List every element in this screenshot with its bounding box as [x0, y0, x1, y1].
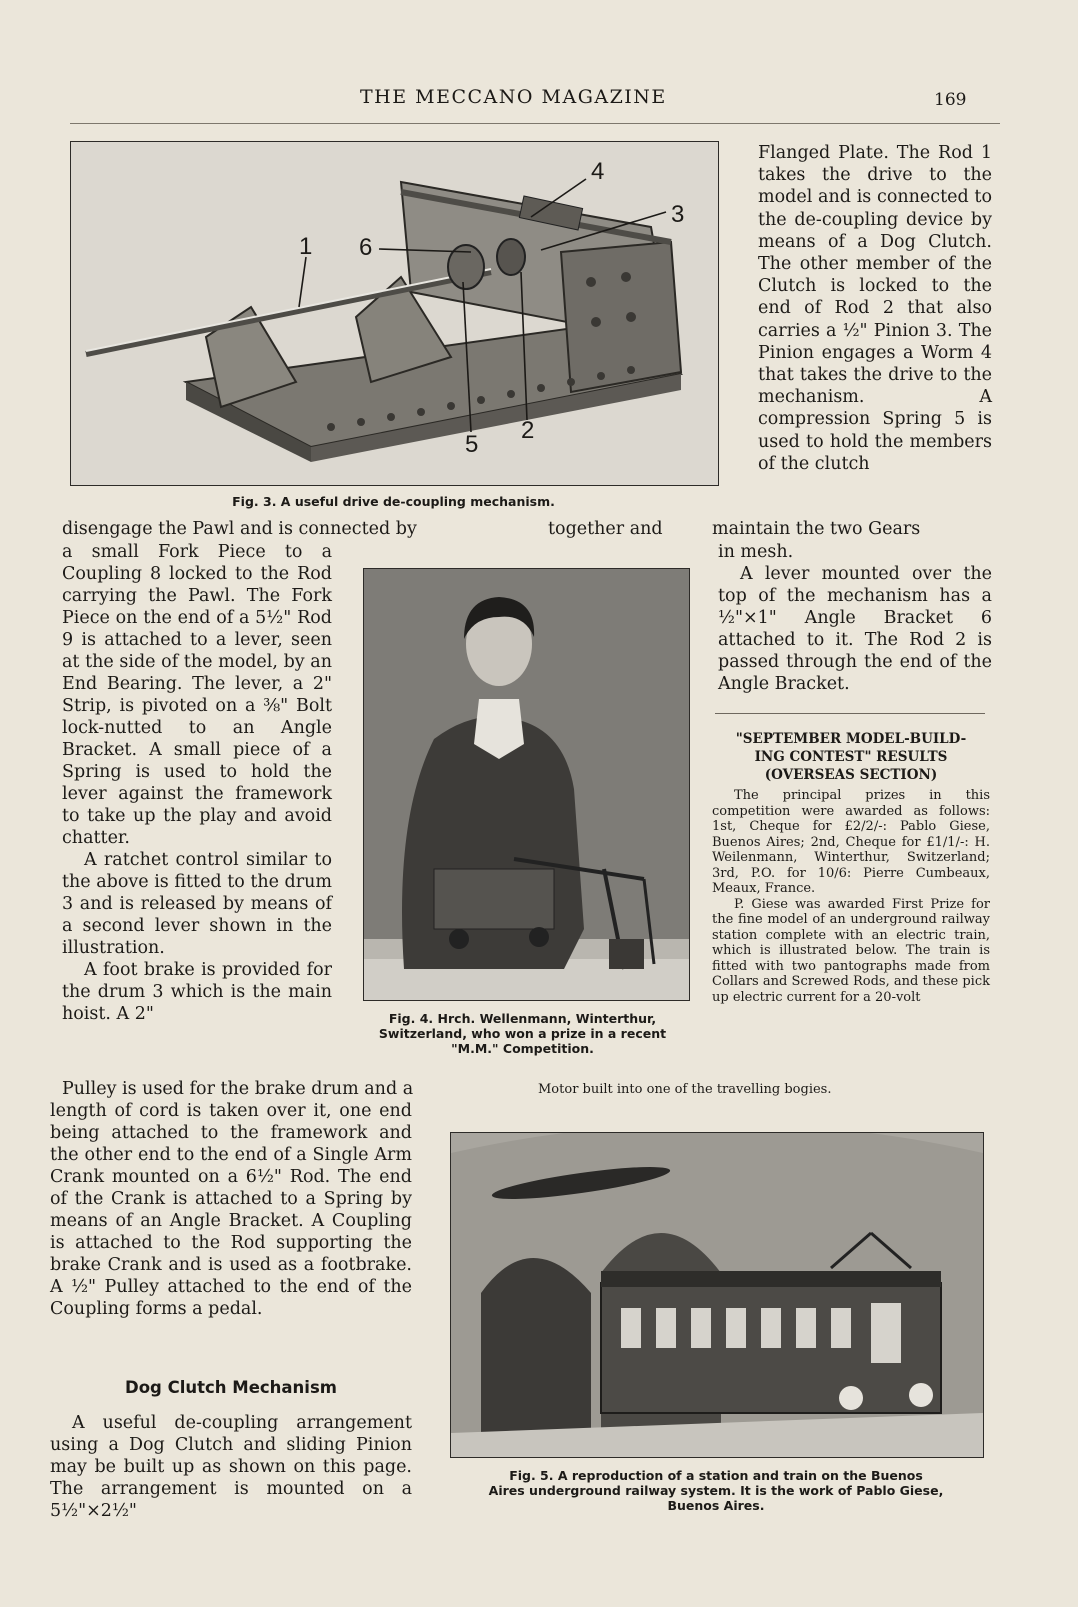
page-number: 169 [934, 90, 967, 110]
contest-section [712, 730, 990, 1005]
left-para-2: A ratchet control similar to the above is fitted to the drum 3 and is released by means of a second lever shown in the illustration. [62, 850, 332, 958]
fig3-caption: Fig. 3. A useful drive de-coupling mechanism. [232, 494, 555, 509]
contest-heading-2: ING CONTEST" RESULTS [754, 749, 948, 765]
left-para-4: A useful de-coupling arrangement using a Dog Clutch and sliding Pinion may be built up as shown on this page. The arrangement is mounted on a 5½"×2½" [50, 1413, 412, 1521]
right-column-para2 [718, 541, 992, 695]
magazine-title: THE MECCANO MAGAZINE [360, 86, 667, 108]
section-heading-dog-clutch: Dog Clutch Mechanism [125, 1378, 337, 1397]
fig4-caption [345, 1011, 700, 1056]
right-column-top [758, 142, 992, 475]
fig3-label-6: 6 [359, 234, 373, 261]
fig4-caption-line1: Fig. 4. Hrch. Wellenmann, Winterthur, [388, 1011, 657, 1026]
header-rule [70, 123, 1000, 124]
fig3-label-4: 4 [591, 158, 605, 185]
fig5-caption-line3: Buenos Aires. [667, 1498, 765, 1513]
left-para-3-wide: Pulley is used for the brake drum and a [62, 1079, 414, 1099]
left-column-final [50, 1412, 412, 1522]
fig3-label-1: 1 [299, 233, 313, 260]
fig4-caption-line3: "M.M." Competition. [451, 1041, 594, 1056]
left-column-lower [50, 1100, 412, 1320]
fig5-caption-line1: Fig. 5. A reproduction of a station and train on the Buenos [509, 1468, 923, 1483]
contest-para-1: The principal prizes in this competition were awarded as follows: 1st, Cheque for £2/2/-: Pablo Giese, Buenos Aires; 2nd, Cheque for £1/1/-: H. Weilenmann, Winterthur, Switzerland; 3rd, P.O. for 10/6: Pierre Cumbeaux, Meaux, France. [712, 788, 990, 896]
mid-line-right: maintain the two Gears [712, 519, 921, 539]
fig3-label-5: 5 [465, 431, 479, 458]
fig3-label-3: 3 [671, 201, 685, 228]
left-para-3-cont: length of cord is taken over it, one end being attached to the framework and the other end to the end of a Single Arm Crank mounted on a 6½" Rod. The end of the Crank is attached to a Spring by means of an Angle Bracket. A Coupling is attached to the Rod supporting the brake Crank and is used as a footbrake. A ½" Pulley attached to the end of the Coupling forms a pedal. [50, 1101, 412, 1319]
right-para2-body: A lever mounted over the top of the mechanism has a ½"×1" Angle Bracket 6 attached to it. The Rod 2 is passed through the end of the Angle Bracket. [718, 564, 992, 694]
contest-para-2-end: Motor built into one of the travelling bogies. [538, 1082, 832, 1097]
contest-heading-3: (OVERSEAS SECTION) [764, 767, 938, 783]
left-para-1: a small Fork Piece to a Coupling 8 locked to the Rod carrying the Pawl. The Fork Piece on the end of a 5½" Rod 9 is attached to a lever, seen at the side of the model, by an End Bearing. The lever, a 2" Strip, is pivoted on a ⅜" Bolt lock-nutted to an Angle Bracket. A small piece of a Spring is used to hold the lever against the framework to take up the play and avoid chatter. [62, 542, 332, 848]
contest-para-2: P. Giese was awarded First Prize for the fine model of an underground railway station complete with an electric train, which is illustrated below. The train is fitted with two pantographs made from Collars and Screwed Rods, and these pick up electric current for a 20-volt [712, 896, 990, 1005]
fig5-photo [450, 1132, 984, 1458]
right-para2-line1: in mesh. [718, 542, 794, 562]
right-paragraph-1: Flanged Plate. The Rod 1 takes the drive to the model and is connected to the de-coupling device by means of a Dog Clutch. The other member of the Clutch is locked to the end of Rod 2 that also carries a ½" Pinion 3. The Pinion engages a Worm 4 that takes the drive to the mechanism. A compression Spring 5 is used to hold the members of the clutch [758, 143, 992, 474]
fig3-label-2: 2 [521, 417, 535, 444]
left-para-3: A foot brake is provided for the drum 3 which is the main hoist. A 2" [62, 960, 332, 1024]
mid-line-center: together and [548, 519, 663, 539]
fig5-caption-line2: Aires underground railway system. It is the work of Pablo Giese, [488, 1483, 944, 1498]
contest-body [712, 788, 990, 1005]
left-column-upper [62, 541, 332, 1025]
fig4-caption-line2: Switzerland, who won a prize in a recent [378, 1026, 667, 1041]
fig4-photo [363, 568, 690, 1001]
fig5-caption [440, 1468, 992, 1513]
fig3-photo [70, 141, 719, 486]
contest-heading-1: "SEPTEMBER MODEL-BUILD- [735, 731, 967, 747]
contest-divider [715, 713, 985, 714]
mid-line-left: disengage the Pawl and is connected by [62, 519, 417, 539]
